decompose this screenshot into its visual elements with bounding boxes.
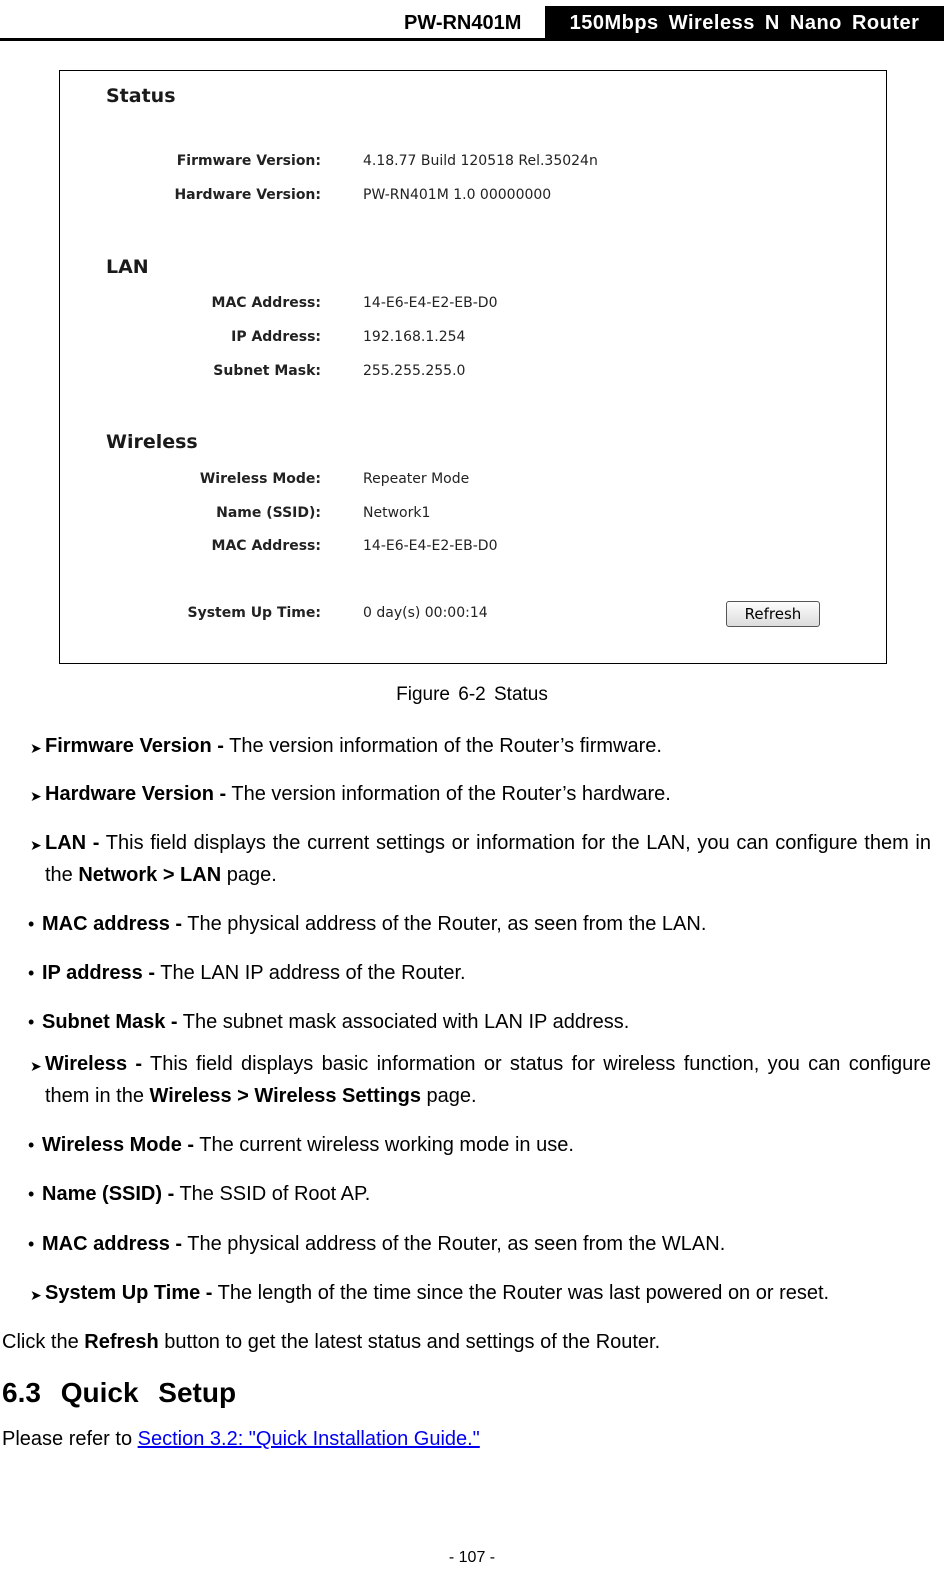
item-text: page.	[221, 864, 277, 886]
lan-mask-label: Subnet Mask:	[213, 363, 321, 379]
wireless-mode-item	[28, 1129, 574, 1161]
bullet-dot-icon: •	[28, 1135, 35, 1155]
header-rule	[0, 38, 944, 41]
header-product: 150Mbps Wireless N Nano Router	[545, 6, 944, 40]
bullet-dot-icon: •	[28, 1012, 35, 1032]
page-number: - 107 -	[448, 1549, 496, 1566]
item-term: MAC address -	[42, 913, 183, 935]
bullet-dot-icon: •	[28, 914, 35, 934]
item-term: Name (SSID) -	[42, 1183, 175, 1205]
wireless-ssid-value: Network1	[363, 505, 431, 521]
item-text: This field displays basic information or status for wireless function, you can configure them in the	[45, 1053, 931, 1107]
item-term: System Up Time -	[45, 1282, 213, 1304]
lan-section-title: LAN	[106, 256, 149, 278]
bullet-dot-icon: •	[28, 1234, 35, 1254]
item-text: page.	[420, 1085, 477, 1107]
wireless-ssid-label: Name (SSID):	[216, 505, 321, 521]
hardware-item	[45, 778, 931, 810]
firmware-version-label: Firmware Version:	[176, 153, 321, 169]
arrow-bullet-icon: ➤	[30, 788, 42, 804]
item-text: The SSID of Root AP.	[174, 1183, 371, 1205]
hardware-version-label: Hardware Version:	[174, 187, 321, 203]
wireless-mode-label: Wireless Mode:	[199, 471, 321, 487]
uptime-item	[45, 1277, 931, 1309]
item-text: The version information of the Router’s hardware.	[226, 783, 671, 805]
item-term: Subnet Mask -	[42, 1011, 178, 1033]
status-section-title: Status	[106, 85, 176, 107]
lan-ip-label: IP Address:	[231, 329, 321, 345]
refresh-instruction	[2, 1326, 660, 1358]
lan-ip-item	[28, 957, 466, 989]
bullet-dot-icon: •	[28, 1184, 35, 1204]
refresh-button[interactable]: Refresh	[726, 601, 820, 627]
wireless-mac-label: MAC Address:	[211, 538, 321, 554]
lan-mask-value: 255.255.255.0	[363, 363, 466, 379]
item-page: Wireless > Wireless Settings	[149, 1085, 421, 1107]
item-page: Network > LAN	[78, 864, 222, 886]
text-span: Click the	[2, 1331, 85, 1353]
wireless-mode-value: Repeater Mode	[363, 471, 470, 487]
bullet-dot-icon: •	[28, 963, 35, 983]
refresh-term: Refresh	[84, 1331, 159, 1353]
item-text: The physical address of the Router, as seen from the WLAN.	[182, 1233, 726, 1255]
firmware-item	[45, 730, 931, 762]
section-heading: 6.3 Quick Setup	[2, 1377, 237, 1408]
figure-caption: Figure 6-2 Status	[396, 684, 548, 705]
arrow-bullet-icon: ➤	[30, 1058, 42, 1074]
item-term: Firmware Version -	[45, 735, 224, 757]
wireless-section-title: Wireless	[106, 431, 198, 453]
item-text: The physical address of the Router, as seen from the LAN.	[182, 913, 707, 935]
item-text: The subnet mask associated with LAN IP address.	[177, 1011, 630, 1033]
firmware-version-value: 4.18.77 Build 120518 Rel.35024n	[363, 153, 598, 169]
wireless-ssid-item	[28, 1178, 370, 1210]
wireless-mac-item	[28, 1228, 725, 1260]
item-term: IP address -	[42, 962, 156, 984]
item-text: The LAN IP address of the Router.	[155, 962, 466, 984]
item-text: The current wireless working mode in use.	[194, 1134, 574, 1156]
section-reference	[2, 1423, 480, 1455]
wireless-mac-value: 14-E6-E4-E2-EB-D0	[363, 538, 498, 554]
item-text: The version information of the Router’s firmware.	[223, 735, 662, 757]
header-model: PW-RN401M	[404, 12, 522, 34]
arrow-bullet-icon: ➤	[30, 837, 42, 853]
page-header	[0, 0, 944, 42]
item-term: LAN -	[45, 832, 100, 854]
quick-installation-link[interactable]: Section 3.2: "Quick Installation Guide."	[137, 1428, 480, 1450]
uptime-label: System Up Time:	[187, 605, 321, 621]
item-text: The length of the time since the Router was last powered on or reset.	[212, 1282, 830, 1304]
lan-item	[45, 827, 931, 891]
arrow-bullet-icon: ➤	[30, 1287, 42, 1303]
text-span: button to get the latest status and settings of the Router.	[158, 1331, 661, 1353]
item-term: MAC address -	[42, 1233, 183, 1255]
lan-mac-value: 14-E6-E4-E2-EB-D0	[363, 295, 498, 311]
hardware-version-value: PW-RN401M 1.0 00000000	[363, 187, 552, 203]
wireless-item	[45, 1048, 931, 1112]
lan-mask-item	[28, 1006, 629, 1038]
lan-mac-item	[28, 908, 706, 940]
lan-ip-value: 192.168.1.254	[363, 329, 466, 345]
uptime-value: 0 day(s) 00:00:14	[363, 605, 488, 621]
item-text: This field displays the current settings or information for the LAN, you can configure them in the	[45, 832, 931, 886]
status-screenshot	[59, 70, 887, 664]
text-span: Please refer to	[2, 1428, 138, 1450]
arrow-bullet-icon: ➤	[30, 740, 42, 756]
item-term: Hardware Version -	[45, 783, 227, 805]
item-term: Wireless Mode -	[42, 1134, 195, 1156]
item-term: Wireless -	[45, 1053, 143, 1075]
lan-mac-label: MAC Address:	[211, 295, 321, 311]
